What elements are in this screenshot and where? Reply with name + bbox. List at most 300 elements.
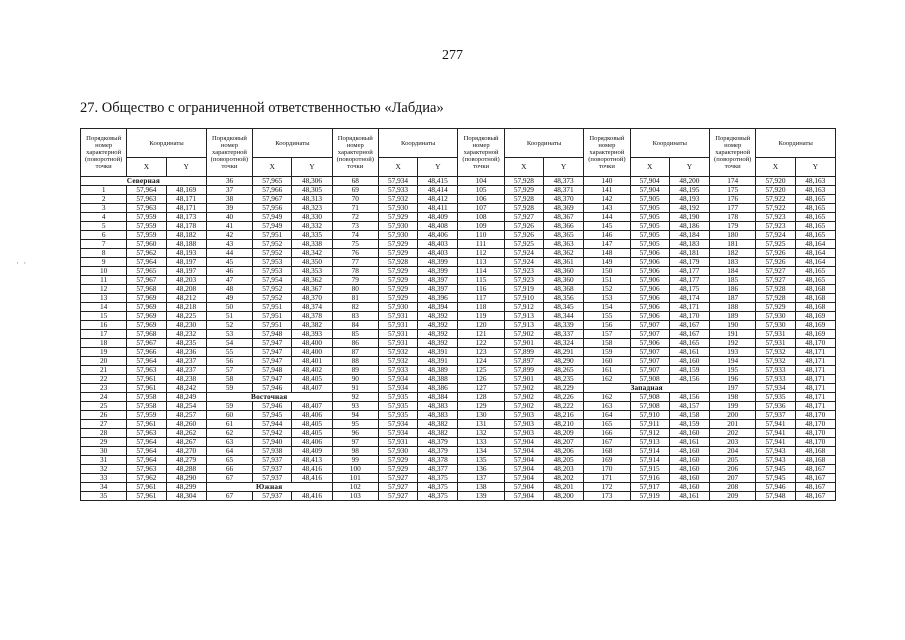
y-coordinate-cell: 48,165 (795, 204, 835, 213)
point-number-cell: 48 (206, 285, 252, 294)
x-coordinate-cell: 57,941 (756, 438, 795, 447)
table-row (81, 222, 836, 231)
x-coordinate-cell: 57,924 (504, 249, 543, 258)
point-number-cell: 207 (710, 474, 756, 483)
point-number-cell: 84 (332, 321, 378, 330)
x-coordinate-cell: 57,933 (378, 186, 417, 195)
y-coordinate-cell: 48,168 (795, 456, 835, 465)
x-coordinate-cell: 57,937 (253, 492, 292, 501)
point-number-cell: 117 (458, 294, 504, 303)
y-coordinate-cell: 48,406 (292, 411, 332, 420)
point-number-cell: 95 (332, 420, 378, 429)
table-row (81, 384, 836, 393)
point-number-cell: 14 (81, 303, 127, 312)
point-number-cell: 97 (332, 438, 378, 447)
point-number-cell: 19 (81, 348, 127, 357)
x-coordinate-cell: 57,934 (378, 384, 417, 393)
page-number: 277 (442, 48, 463, 63)
point-number-cell: 178 (710, 213, 756, 222)
y-coordinate-cell: 48,165 (795, 267, 835, 276)
y-coordinate-cell: 48,165 (795, 213, 835, 222)
y-coordinate-cell: 48,257 (166, 411, 206, 420)
point-number-cell: 29 (81, 438, 127, 447)
point-number-cell: 187 (710, 294, 756, 303)
y-coordinate-cell: 48,182 (166, 231, 206, 240)
table-row (81, 303, 836, 312)
y-coordinate-cell: 48,173 (166, 213, 206, 222)
y-coordinate-cell: 48,383 (418, 402, 458, 411)
x-coordinate-cell: 57,929 (378, 213, 417, 222)
x-coordinate-cell: 57,927 (378, 492, 417, 501)
header-x: X (504, 158, 543, 177)
x-coordinate-cell: 57,959 (127, 231, 166, 240)
y-coordinate-cell: 48,225 (166, 312, 206, 321)
point-number-cell: 174 (710, 177, 756, 186)
point-number-cell: 49 (206, 294, 252, 303)
y-coordinate-cell: 48,397 (418, 285, 458, 294)
point-number-cell: 76 (332, 249, 378, 258)
y-coordinate-cell: 48,170 (795, 420, 835, 429)
y-coordinate-cell: 48,391 (418, 348, 458, 357)
header-row (81, 129, 836, 158)
y-coordinate-cell: 48,160 (669, 357, 709, 366)
y-coordinate-cell: 48,288 (166, 465, 206, 474)
point-number-cell: 157 (584, 330, 630, 339)
x-coordinate-cell: 57,907 (630, 330, 669, 339)
point-number-cell: 179 (710, 222, 756, 231)
x-coordinate-cell: 57,964 (127, 186, 166, 195)
x-coordinate-cell: 57,905 (630, 204, 669, 213)
x-coordinate-cell: 57,930 (378, 447, 417, 456)
point-number-cell: 60 (206, 411, 252, 420)
y-coordinate-cell: 48,208 (166, 285, 206, 294)
x-coordinate-cell: 57,913 (504, 321, 543, 330)
point-number-cell: 206 (710, 465, 756, 474)
point-number-cell: 109 (458, 222, 504, 231)
point-number-cell: 103 (332, 492, 378, 501)
point-number-cell: 153 (584, 294, 630, 303)
y-coordinate-cell: 48,159 (669, 366, 709, 375)
x-coordinate-cell: 57,969 (127, 303, 166, 312)
x-coordinate-cell: 57,908 (630, 375, 669, 384)
x-coordinate-cell: 57,947 (253, 348, 292, 357)
x-coordinate-cell: 57,907 (630, 348, 669, 357)
y-coordinate-cell: 48,164 (795, 249, 835, 258)
y-coordinate-cell: 48,406 (418, 231, 458, 240)
x-coordinate-cell: 57,952 (253, 294, 292, 303)
y-coordinate-cell: 48,210 (543, 420, 583, 429)
y-coordinate-cell: 48,375 (418, 483, 458, 492)
point-number-cell: 122 (458, 339, 504, 348)
y-coordinate-cell: 48,174 (669, 294, 709, 303)
y-coordinate-cell: 48,379 (418, 447, 458, 456)
y-coordinate-cell: 48,392 (418, 339, 458, 348)
point-number-cell: 120 (458, 321, 504, 330)
x-coordinate-cell: 57,904 (504, 438, 543, 447)
point-number-cell: 127 (458, 384, 504, 393)
y-coordinate-cell: 48,160 (669, 429, 709, 438)
x-coordinate-cell: 57,920 (756, 177, 795, 186)
y-coordinate-cell: 48,405 (292, 429, 332, 438)
point-number-cell: 152 (584, 285, 630, 294)
table-row (81, 438, 836, 447)
point-number-cell: 34 (81, 483, 127, 492)
y-coordinate-cell: 48,207 (543, 438, 583, 447)
x-coordinate-cell: 57,929 (378, 294, 417, 303)
y-coordinate-cell: 48,304 (166, 492, 206, 501)
y-coordinate-cell: 48,169 (795, 321, 835, 330)
point-number-cell: 16 (81, 321, 127, 330)
document-heading: 27. Общество с ограниченной ответственностью «Лабдиа» (80, 100, 444, 116)
y-coordinate-cell: 48,313 (292, 195, 332, 204)
y-coordinate-cell: 48,403 (418, 240, 458, 249)
point-number-cell: 115 (458, 276, 504, 285)
y-coordinate-cell: 48,332 (292, 222, 332, 231)
table-row (81, 276, 836, 285)
point-number-cell: 71 (332, 204, 378, 213)
point-number-cell: 94 (332, 411, 378, 420)
y-coordinate-cell: 48,165 (795, 231, 835, 240)
y-coordinate-cell: 48,414 (418, 186, 458, 195)
y-coordinate-cell: 48,161 (669, 492, 709, 501)
x-coordinate-cell: 57,933 (756, 375, 795, 384)
y-coordinate-cell: 48,158 (669, 411, 709, 420)
y-coordinate-cell: 48,178 (166, 222, 206, 231)
point-number-cell: 70 (332, 195, 378, 204)
header-coordinates: Координаты (253, 129, 333, 158)
point-number-cell: 6 (81, 231, 127, 240)
point-number-cell: 20 (81, 357, 127, 366)
x-coordinate-cell: 57,913 (504, 312, 543, 321)
x-coordinate-cell: 57,929 (378, 267, 417, 276)
y-coordinate-cell: 48,382 (418, 429, 458, 438)
point-number-cell: 146 (584, 231, 630, 240)
y-coordinate-cell: 48,177 (669, 267, 709, 276)
x-coordinate-cell: 57,963 (127, 204, 166, 213)
y-coordinate-cell: 48,168 (795, 285, 835, 294)
y-coordinate-cell: 48,416 (292, 465, 332, 474)
y-coordinate-cell: 48,201 (543, 483, 583, 492)
point-number-cell: 205 (710, 456, 756, 465)
x-coordinate-cell: 57,924 (504, 258, 543, 267)
x-coordinate-cell: 57,931 (756, 330, 795, 339)
x-coordinate-cell: 57,948 (253, 330, 292, 339)
table-header (81, 129, 836, 177)
table-row (81, 411, 836, 420)
x-coordinate-cell: 57,907 (630, 366, 669, 375)
x-coordinate-cell: 57,904 (504, 456, 543, 465)
x-coordinate-cell: 57,906 (630, 303, 669, 312)
header-coordinates: Координаты (630, 129, 710, 158)
x-coordinate-cell: 57,934 (378, 375, 417, 384)
x-coordinate-cell: 57,943 (756, 447, 795, 456)
x-coordinate-cell: 57,926 (504, 222, 543, 231)
x-coordinate-cell: 57,928 (378, 258, 417, 267)
point-number-cell: 32 (81, 465, 127, 474)
table-row (81, 483, 836, 492)
x-coordinate-cell: 57,958 (127, 402, 166, 411)
x-coordinate-cell: 57,959 (127, 222, 166, 231)
header-x: X (378, 158, 417, 177)
x-coordinate-cell: 57,965 (253, 177, 292, 186)
x-coordinate-cell: 57,915 (630, 465, 669, 474)
y-coordinate-cell: 48,393 (292, 330, 332, 339)
y-coordinate-cell: 48,366 (543, 222, 583, 231)
y-coordinate-cell: 48,279 (166, 456, 206, 465)
x-coordinate-cell: 57,937 (253, 474, 292, 483)
point-number-cell: 193 (710, 348, 756, 357)
y-coordinate-cell: 48,235 (543, 375, 583, 384)
y-coordinate-cell: 48,171 (795, 393, 835, 402)
x-coordinate-cell: 57,927 (756, 276, 795, 285)
point-number-cell: 77 (332, 258, 378, 267)
y-coordinate-cell: 48,368 (543, 285, 583, 294)
x-coordinate-cell: 57,926 (504, 231, 543, 240)
table-row (81, 186, 836, 195)
y-coordinate-cell: 48,165 (669, 339, 709, 348)
x-coordinate-cell: 57,937 (756, 411, 795, 420)
y-coordinate-cell: 48,165 (795, 276, 835, 285)
point-number-cell: 50 (206, 303, 252, 312)
x-coordinate-cell: 57,963 (127, 429, 166, 438)
x-coordinate-cell: 57,919 (504, 285, 543, 294)
point-number-cell: 191 (710, 330, 756, 339)
table-row (81, 447, 836, 456)
header-point-number: Порядковый номер характерной (поворотной) точки (81, 129, 127, 177)
y-coordinate-cell: 48,237 (166, 366, 206, 375)
y-coordinate-cell: 48,373 (543, 177, 583, 186)
table-row (81, 465, 836, 474)
x-coordinate-cell: 57,905 (630, 231, 669, 240)
x-coordinate-cell: 57,914 (630, 447, 669, 456)
point-number-cell: 143 (584, 204, 630, 213)
point-number-cell: 25 (81, 402, 127, 411)
x-coordinate-cell: 57,923 (756, 213, 795, 222)
point-number-cell: 194 (710, 357, 756, 366)
point-number-cell: 148 (584, 249, 630, 258)
y-coordinate-cell: 48,337 (543, 330, 583, 339)
point-number-cell: 116 (458, 285, 504, 294)
x-coordinate-cell: 57,929 (378, 465, 417, 474)
y-coordinate-cell: 48,330 (292, 213, 332, 222)
y-coordinate-cell: 48,401 (292, 357, 332, 366)
x-coordinate-cell: 57,951 (253, 231, 292, 240)
header-point-number: Порядковый номер характерной (поворотной) точки (458, 129, 504, 177)
header-x: X (756, 158, 795, 177)
x-coordinate-cell: 57,902 (504, 330, 543, 339)
point-number-cell: 162 (584, 375, 630, 384)
y-coordinate-cell: 48,290 (543, 357, 583, 366)
y-coordinate-cell: 48,384 (418, 393, 458, 402)
y-coordinate-cell: 48,400 (292, 348, 332, 357)
table-row (81, 357, 836, 366)
point-number-cell: 38 (206, 195, 252, 204)
point-number-cell: 108 (458, 213, 504, 222)
y-coordinate-cell: 48,171 (795, 366, 835, 375)
y-coordinate-cell: 48,167 (669, 321, 709, 330)
y-coordinate-cell: 48,184 (669, 231, 709, 240)
point-number-cell: 124 (458, 357, 504, 366)
y-coordinate-cell: 48,163 (795, 177, 835, 186)
table-row (81, 258, 836, 267)
x-coordinate-cell: 57,922 (756, 195, 795, 204)
table-row (81, 213, 836, 222)
x-coordinate-cell: 57,969 (127, 312, 166, 321)
y-coordinate-cell: 48,193 (166, 249, 206, 258)
y-coordinate-cell: 48,382 (292, 321, 332, 330)
x-coordinate-cell: 57,927 (756, 267, 795, 276)
point-number-cell: 183 (710, 258, 756, 267)
y-coordinate-cell: 48,369 (543, 204, 583, 213)
x-coordinate-cell: 57,934 (378, 420, 417, 429)
x-coordinate-cell: 57,931 (378, 312, 417, 321)
y-coordinate-cell: 48,161 (669, 348, 709, 357)
point-number-cell: 121 (458, 330, 504, 339)
y-coordinate-cell: 48,171 (795, 348, 835, 357)
point-number-cell: 88 (332, 357, 378, 366)
point-number-cell: 119 (458, 312, 504, 321)
x-coordinate-cell: 57,928 (756, 285, 795, 294)
header-point-number: Порядковый номер характерной (поворотной) точки (584, 129, 630, 177)
point-number-cell: 150 (584, 267, 630, 276)
x-coordinate-cell: 57,927 (378, 474, 417, 483)
x-coordinate-cell: 57,923 (504, 267, 543, 276)
header-point-number: Порядковый номер характерной (поворотной) точки (332, 129, 378, 177)
table-row (81, 204, 836, 213)
point-number-cell: 35 (81, 492, 127, 501)
x-coordinate-cell: 57,963 (127, 195, 166, 204)
table-row (81, 348, 836, 357)
y-coordinate-cell: 48,270 (166, 447, 206, 456)
y-coordinate-cell: 48,412 (418, 195, 458, 204)
point-number-cell: 190 (710, 321, 756, 330)
y-coordinate-cell: 48,379 (418, 438, 458, 447)
x-coordinate-cell: 57,903 (504, 429, 543, 438)
x-coordinate-cell: 57,907 (630, 357, 669, 366)
x-coordinate-cell: 57,897 (504, 357, 543, 366)
x-coordinate-cell: 57,906 (630, 267, 669, 276)
point-number-cell: 196 (710, 375, 756, 384)
point-number-cell: 144 (584, 213, 630, 222)
point-number-cell: 100 (332, 465, 378, 474)
x-coordinate-cell: 57,905 (630, 240, 669, 249)
point-number-cell: 158 (584, 339, 630, 348)
y-coordinate-cell: 48,160 (669, 447, 709, 456)
y-coordinate-cell: 48,203 (166, 276, 206, 285)
point-number-cell: 160 (584, 357, 630, 366)
x-coordinate-cell: 57,933 (378, 366, 417, 375)
x-coordinate-cell: 57,956 (253, 204, 292, 213)
point-number-cell: 172 (584, 483, 630, 492)
x-coordinate-cell: 57,935 (378, 411, 417, 420)
x-coordinate-cell: 57,951 (253, 312, 292, 321)
point-number-cell: 67 (206, 474, 252, 483)
x-coordinate-cell: 57,949 (253, 222, 292, 231)
y-coordinate-cell: 48,209 (543, 429, 583, 438)
point-number-cell: 123 (458, 348, 504, 357)
y-coordinate-cell: 48,356 (543, 294, 583, 303)
y-coordinate-cell: 48,164 (795, 258, 835, 267)
y-coordinate-cell: 48,171 (795, 402, 835, 411)
point-number-cell: 59 (206, 384, 252, 393)
y-coordinate-cell: 48,203 (543, 465, 583, 474)
y-coordinate-cell: 48,167 (795, 492, 835, 501)
y-coordinate-cell: 48,183 (669, 240, 709, 249)
y-coordinate-cell: 48,413 (292, 456, 332, 465)
point-number-cell: 154 (584, 303, 630, 312)
point-number-cell: 130 (458, 411, 504, 420)
point-number-cell: 11 (81, 276, 127, 285)
point-number-cell: 15 (81, 312, 127, 321)
point-number-cell: 53 (206, 330, 252, 339)
point-number-cell: 26 (81, 411, 127, 420)
x-coordinate-cell: 57,934 (378, 429, 417, 438)
x-coordinate-cell: 57,943 (756, 456, 795, 465)
point-number-cell: 23 (81, 384, 127, 393)
y-coordinate-cell: 48,400 (292, 339, 332, 348)
y-coordinate-cell: 48,367 (292, 285, 332, 294)
y-coordinate-cell: 48,402 (292, 366, 332, 375)
y-coordinate-cell: 48,392 (418, 330, 458, 339)
point-number-cell: 7 (81, 240, 127, 249)
y-coordinate-cell: 48,171 (795, 375, 835, 384)
point-number-cell: 54 (206, 339, 252, 348)
x-coordinate-cell: 57,905 (630, 213, 669, 222)
y-coordinate-cell: 48,167 (795, 465, 835, 474)
point-number-cell: 204 (710, 447, 756, 456)
x-coordinate-cell: 57,930 (378, 204, 417, 213)
point-number-cell: 136 (458, 465, 504, 474)
x-coordinate-cell: 57,926 (756, 249, 795, 258)
x-coordinate-cell: 57,958 (127, 393, 166, 402)
y-coordinate-cell: 48,409 (292, 447, 332, 456)
point-number-cell: 161 (584, 366, 630, 375)
point-number-cell: 85 (332, 330, 378, 339)
x-coordinate-cell: 57,902 (504, 393, 543, 402)
y-coordinate-cell: 48,236 (166, 348, 206, 357)
point-number-cell: 168 (584, 447, 630, 456)
x-coordinate-cell: 57,903 (504, 411, 543, 420)
x-coordinate-cell: 57,952 (253, 240, 292, 249)
x-coordinate-cell: 57,952 (253, 285, 292, 294)
y-coordinate-cell: 48,392 (418, 312, 458, 321)
point-number-cell: 51 (206, 312, 252, 321)
point-number-cell: 118 (458, 303, 504, 312)
point-number-cell: 209 (710, 492, 756, 501)
point-number-cell: 201 (710, 420, 756, 429)
x-coordinate-cell: 57,963 (127, 366, 166, 375)
y-coordinate-cell: 48,164 (795, 240, 835, 249)
point-number-cell: 21 (81, 366, 127, 375)
point-number-cell: 177 (710, 204, 756, 213)
y-coordinate-cell: 48,197 (166, 267, 206, 276)
point-number-cell: 128 (458, 393, 504, 402)
point-number-cell: 44 (206, 249, 252, 258)
point-number-cell: 104 (458, 177, 504, 186)
point-number-cell: 24 (81, 393, 127, 402)
x-coordinate-cell: 57,964 (127, 438, 166, 447)
x-coordinate-cell: 57,946 (253, 384, 292, 393)
point-number-cell: 151 (584, 276, 630, 285)
point-number-cell: 134 (458, 447, 504, 456)
x-coordinate-cell: 57,962 (127, 474, 166, 483)
y-coordinate-cell: 48,378 (292, 312, 332, 321)
point-number-cell: 173 (584, 492, 630, 501)
table-row (81, 393, 836, 402)
point-number-cell: 188 (710, 303, 756, 312)
point-number-cell: 47 (206, 276, 252, 285)
y-coordinate-cell: 48,260 (166, 420, 206, 429)
